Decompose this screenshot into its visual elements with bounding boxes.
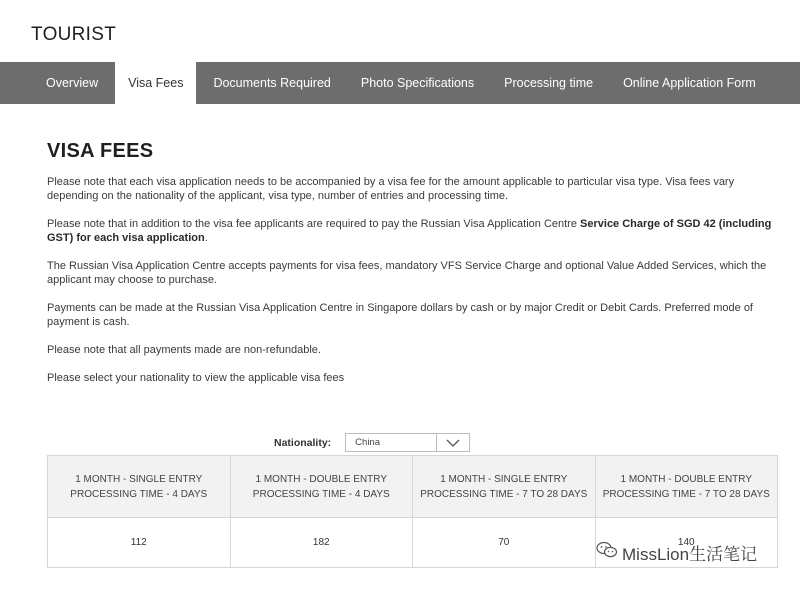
column-header [413,456,596,518]
service-charge-paragraph [47,217,772,245]
nationality-selector [274,433,470,452]
info-paragraph: Payments can be made at the Russian Visa Application Centre in Singapore dollars by cash or by major Credit or Debit Cards. Preferred mode of payment is cash. [47,302,753,328]
section-title: TOURIST [31,24,117,45]
column-header-line: PROCESSING TIME - 7 TO 28 DAYS [602,488,770,500]
nationality-select[interactable] [345,433,470,452]
watermark [596,540,757,565]
main-content [47,104,772,399]
nationality-value: China [355,437,380,448]
column-header-line: 1 MONTH - SINGLE ENTRY [75,473,203,485]
chevron-down-icon[interactable] [436,434,469,451]
fee-cell: 182 [230,518,413,568]
page-header [0,0,800,62]
tab-documents-required[interactable]: Documents Required [213,76,331,90]
info-paragraph: Please select your nationality to view the applicable visa fees [47,372,345,384]
column-header-line: PROCESSING TIME - 4 DAYS [252,488,390,500]
column-header-line: 1 MONTH - SINGLE ENTRY [440,473,568,485]
table-header-row [48,456,778,518]
service-charge-emphasis: Service Charge of SGD 42 (including GST) for each visa application [47,218,772,244]
fee-cell: 112 [48,518,231,568]
column-header-line: 1 MONTH - DOUBLE ENTRY [620,473,752,485]
column-header [230,456,413,518]
watermark-text: MissLion生活笔记 [622,545,758,564]
paragraph-text: . [204,232,208,244]
column-header [48,456,231,518]
nationality-label: Nationality: [274,436,332,449]
info-paragraph: Please note that each visa application needs to be accompanied by a visa fee for the amount applicable to particular visa type. Visa fees vary depending on the nationality of the applicant, visa type, number of entries and processing time. [47,176,735,202]
column-header-line: PROCESSING TIME - 4 DAYS [70,488,208,500]
page-title: VISA FEES [47,140,154,162]
column-header [595,456,778,518]
info-paragraph: The Russian Visa Application Centre accepts payments for visa fees, mandatory VFS Service Charge and optional Value Added Services, which the applicant may choose to purchase. [47,260,767,286]
tab-online-application-form[interactable]: Online Application Form [623,76,756,90]
tab-bar [0,62,800,104]
tab-overview[interactable]: Overview [46,76,99,90]
tab-visa-fees[interactable]: Visa Fees [115,62,196,104]
column-header-line: 1 MONTH - DOUBLE ENTRY [255,473,387,485]
fee-cell: 70 [413,518,596,568]
tab-photo-specifications[interactable]: Photo Specifications [360,76,475,90]
paragraph-text: Please note that in addition to the visa fee applicants are required to pay the Russian Visa Application Centre [47,218,581,230]
fee-cell: 140 [595,518,778,568]
info-paragraph: Please note that all payments made are non-refundable. [47,344,321,356]
wechat-icon [596,541,618,564]
column-header-line: PROCESSING TIME - 7 TO 28 DAYS [420,488,588,500]
tab-processing-time[interactable]: Processing time [504,76,594,90]
